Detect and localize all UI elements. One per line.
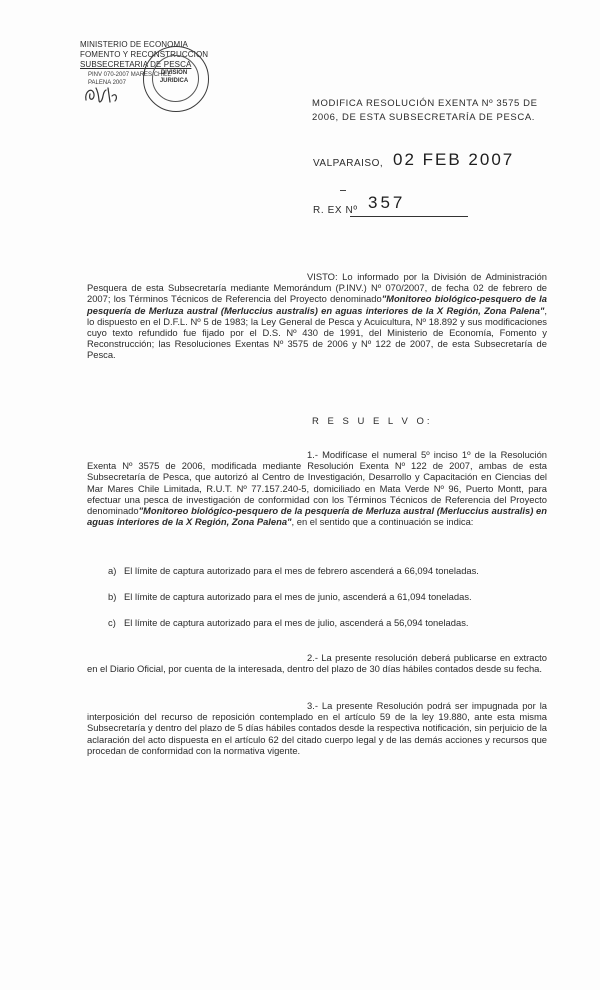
visto-project-title: "Monitoreo biológico-pesquero de la pesquería de Merluza austral (Merluccius australis) en aguas interiores de la X Región, Zona Palena" — [87, 293, 547, 316]
ministry-line-1: MINISTERIO DE ECONOMIA — [80, 40, 188, 49]
stamp-label-line-2: JURIDICA — [159, 78, 189, 84]
article-2-paragraph: 2.- La presente resolución deberá publicarse en extracto en el Diario Oficial, por cuenta de la interesada, dentro del plazo de 30 días hábiles contados desde su fecha. — [87, 652, 547, 675]
stamp-label — [154, 69, 194, 85]
list-item-text: El límite de captura autorizado para el mes de junio, ascenderá a 61,094 toneladas. — [124, 591, 472, 602]
list-item-letter: b) — [108, 591, 117, 602]
rex-number: 357 — [350, 193, 468, 217]
reference-line-1: PINV 070-2007 MARES CHILE — [88, 72, 172, 78]
list-item-letter: c) — [108, 617, 116, 628]
dash-mark — [340, 190, 346, 191]
official-stamp — [143, 46, 209, 112]
article-3-paragraph: 3.- La presente Resolución podrá ser impugnada por la interposición del recurso de reposición contemplado en el artículo 59 de la ley 19.880, ante esta misma Subsecretaría y dentro del plazo de 5 días hábiles contados desde la respectiva notificación, sin perjuicio de la aclaración del acto dispuesta en el artículo 62 del citado cuerpo legal y de las demás acciones y recursos que procedan de conformidad con la normativa vigente. — [87, 700, 547, 756]
resolution-subject: MODIFICA RESOLUCIÓN EXENTA Nº 3575 DE 2006, DE ESTA SUBSECRETARÍA DE PESCA. — [312, 98, 538, 123]
list-item-b — [108, 591, 548, 602]
place-label: VALPARAISO, — [313, 158, 384, 169]
resuelvo-heading: R E S U E L V O: — [312, 416, 433, 427]
article-1-paragraph — [87, 449, 547, 527]
list-item-text: El límite de captura autorizado para el mes de febrero ascenderá a 66,094 toneladas. — [124, 565, 479, 576]
list-item-a — [108, 565, 548, 576]
visto-text-1: VISTO: Lo informado por la División de Administración Pesquera de esta Subsecretaría mediante Memorándum (P.INV.) Nº 070/2007, de fecha 02 de febrero de 2007; los Términos Técnicos de Referencia del Proyecto denominado — [87, 271, 547, 305]
visto-text-2: , lo dispuesto en el D.F.L. Nº 5 de 1983; la Ley General de Pesca y Acuicultura, Nº 18.892 y sus modificaciones cuyo texto refundido fue fijado por el D.S. Nº 430 de 1991, del Ministerio de Economía, Fomento y Reconstrucción; las Resoluciones Exentas Nº 3575 de 2006 y Nº 122 de 2007, de esta Subsecretaría de Pesca. — [87, 304, 547, 361]
rex-label: R. EX Nº — [313, 205, 358, 216]
subsecretaria-line: SUBSECRETARIA DE PESCA — [80, 60, 192, 69]
ministry-line-2: FOMENTO Y RECONSTRUCCION — [80, 50, 209, 59]
article-1-text-1: 1.- Modifícase el numeral 5º inciso 1º de la Resolución Exenta Nº 3575 de 2006, modificada mediante Resolución Exenta Nº 122 de 2007, ambas de esta Subsecretaría de Pesca, que autorizó al Centro de Investigación, Desarrollo y Capacitación en Ciencias del Mar Mares Chile Limitada, R.U.T. Nº 77.157.240-5, domiciliado en Mata Verde Nº 96, Puerto Montt, para efectuar una pesca de investigación de conformidad con los Términos Técnicos de Referencia del Proyecto denominado — [87, 449, 547, 517]
article-1-project-title: "Monitoreo biológico-pesquero de la pesquería de Merluza austral (Merluccius australis) en aguas interiores de la X Región, Zona Palena" — [87, 505, 547, 528]
stamp-label-line-1: DIVISION — [160, 70, 188, 76]
list-item-c — [108, 617, 548, 628]
article-1-text-2: , en el sentido que a continuación se indica: — [291, 516, 474, 528]
visto-paragraph — [87, 271, 547, 361]
stamped-date: 02 FEB 2007 — [393, 150, 515, 169]
list-item-letter: a) — [108, 565, 117, 576]
reference-line-2: PALENA 2007 — [88, 80, 126, 86]
signature-initials — [82, 82, 122, 106]
list-item-text: El límite de captura autorizado para el mes de julio, ascenderá a 56,094 toneladas. — [124, 617, 469, 628]
